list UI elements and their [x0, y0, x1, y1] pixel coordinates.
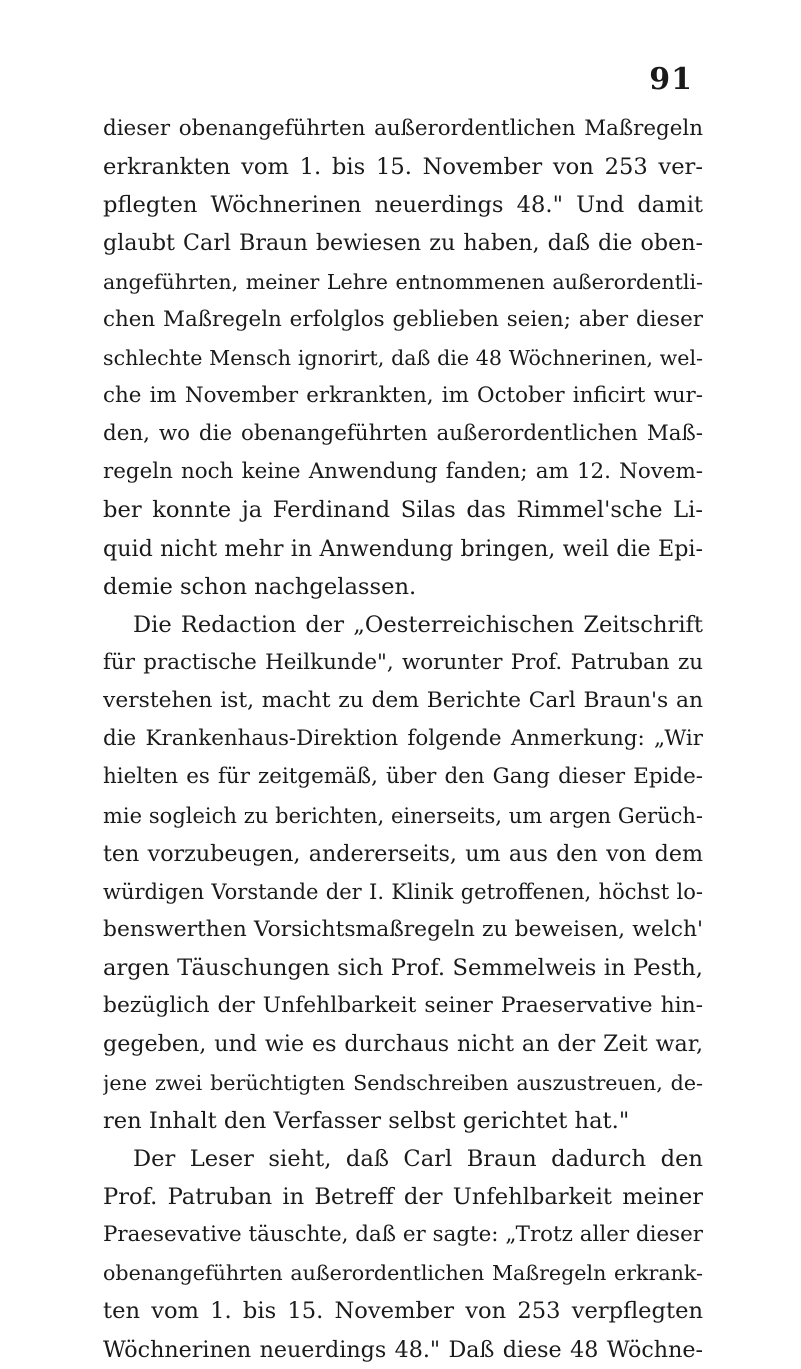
- text-line: ten vorzubeugen, andererseits, um aus den von dem: [103, 840, 703, 867]
- text-line: verstehen ist, macht zu dem Berichte Carl Braun's an: [103, 688, 703, 714]
- text-line: ten vom 1. bis 15. November von 253 verpflegten: [103, 1298, 703, 1325]
- text-line: angeführten, meiner Lehre entnommenen außerordentli-: [103, 269, 703, 294]
- text-line: demie schon nachgelassen.: [103, 573, 417, 600]
- text-line: die Krankenhaus-Direktion folgende Anmerkung: „Wir: [103, 726, 703, 752]
- text-line: ber konnte ja Ferdinand Silas das Rimmel'sche Li-: [103, 497, 703, 524]
- text-line: gegeben, und wie es durchaus nicht an der Zeit war,: [103, 1031, 703, 1058]
- text-line: erkrankten vom 1. bis 15. November von 253 ver-: [103, 154, 703, 181]
- text-line: che im November erkrankten, im October inficirt wur-: [103, 382, 703, 408]
- text-line: chen Maßregeln erfolglos geblieben seien; aber dieser: [103, 306, 703, 332]
- body-text: [103, 110, 703, 1369]
- text-line: regeln noch keine Anwendung fanden; am 12. Novem-: [103, 459, 703, 485]
- text-line: benswerthen Vorsichtsmaßregeln zu beweisen, welch': [103, 916, 703, 942]
- text-line: hielten es für zeitgemäß, über den Gang dieser Epide-: [103, 764, 703, 790]
- text-line: mie sogleich zu berichten, einerseits, um argen Gerüch-: [103, 803, 703, 828]
- text-line: Prof. Patruban in Betreff der Unfehlbarkeit meiner: [103, 1183, 703, 1210]
- text-line: Wöchnerinen neuerdings 48." Daß diese 48 Wöchne-: [103, 1336, 703, 1363]
- text-line: glaubt Carl Braun bewiesen zu haben, daß die oben-: [103, 230, 703, 257]
- text-line: jene zwei berüchtigten Sendschreiben auszustreuen, de-: [103, 1070, 703, 1095]
- page-number: 91: [649, 62, 693, 97]
- text-line: für practische Heilkunde", worunter Prof. Patruban zu: [103, 649, 703, 675]
- text-line: ren Inhalt den Verfasser selbst gerichtet hat.": [103, 1107, 630, 1134]
- text-line: würdigen Vorstande der I. Klinik getroffenen, höchst lo-: [103, 879, 703, 904]
- text-line: Der Leser sieht, daß Carl Braun dadurch den: [133, 1145, 703, 1172]
- text-line: Praesevative täuschte, daß er sagte: „Trotz aller dieser: [103, 1222, 703, 1248]
- text-line: schlechte Mensch ignorirt, daß die 48 Wöchnerinen, wel-: [103, 345, 703, 370]
- text-line: Die Redaction der „Oesterreichischen Zeitschrift: [133, 611, 703, 638]
- text-line: bezüglich der Unfehlbarkeit seiner Praeservative hin-: [103, 993, 703, 1019]
- text-line: den, wo die obenangeführten außerordentlichen Maß-: [103, 421, 703, 447]
- text-line: argen Täuschungen sich Prof. Semmelweis in Pesth,: [103, 955, 703, 982]
- text-line: obenangeführten außerordentlichen Maßregeln erkrank-: [103, 1261, 703, 1286]
- text-line: quid nicht mehr in Anwendung bringen, weil die Epi-: [103, 535, 703, 562]
- text-line: dieser obenangeführten außerordentlichen Maßregeln: [103, 116, 703, 141]
- text-line: pflegten Wöchnerinen neuerdings 48." Und damit: [103, 192, 703, 219]
